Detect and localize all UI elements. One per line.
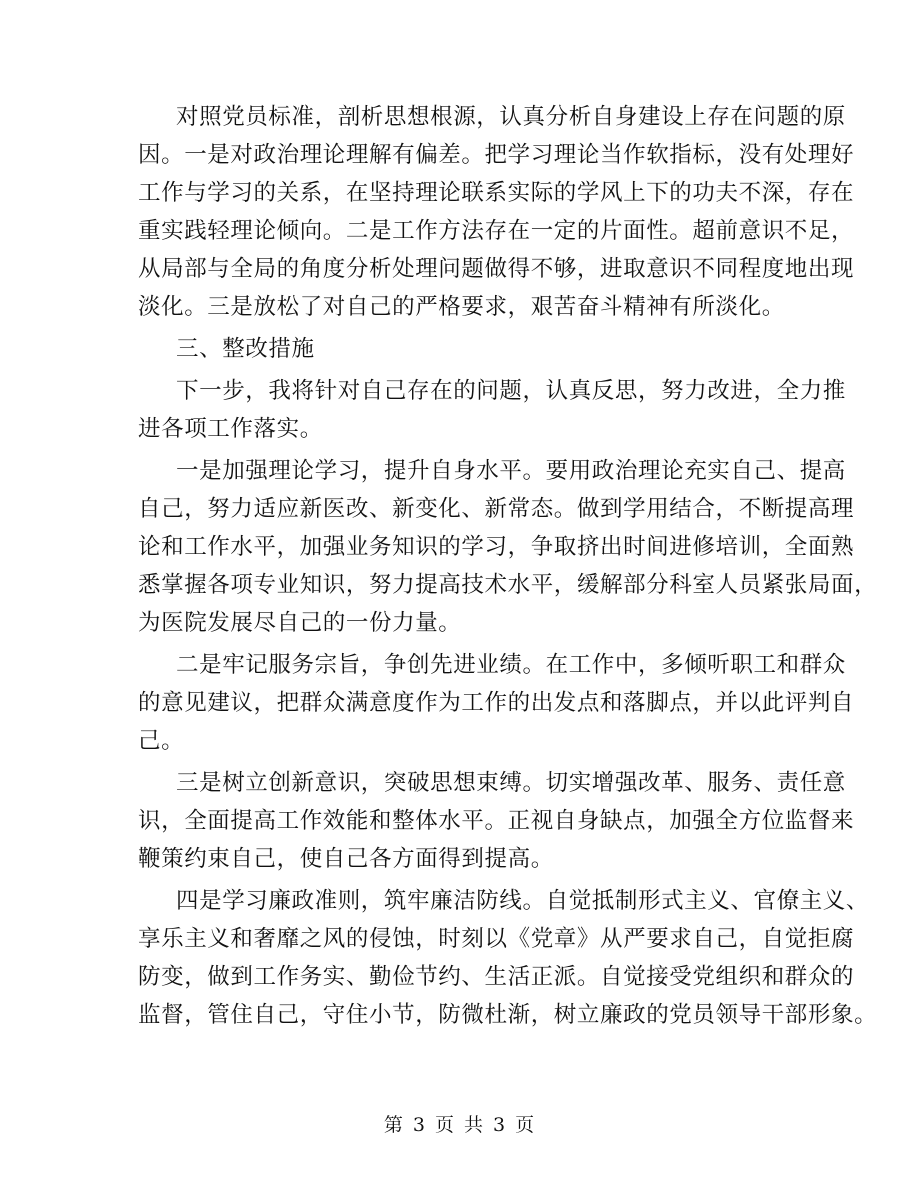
text-line: 工作与学习的关系，在坚持理论联系实际的学风上下的功夫不深，存在 [138,180,855,206]
text-line: 二是牢记服务宗旨，争创先进业绩。在工作中，多倾听职工和群众 [176,652,846,678]
text-line: 因。一是对政治理论理解有偏差。把学习理论当作软指标，没有处理好 [138,142,855,168]
text-line: 对照党员标准，剖析思想根源，认真分析自身建设上存在问题的原 [176,104,846,130]
section-heading-text: 三、整改措施 [176,336,315,362]
text-line: 一是加强理论学习，提升自身水平。要用政治理论充实自己、提高 [176,458,846,484]
text-line: 的意见建议，把群众满意度作为工作的出发点和落脚点，并以此评判自 [138,690,855,716]
text-line: 下一步，我将针对自己存在的问题，认真反思，努力改进，全力推 [176,378,846,404]
section-heading [138,330,798,368]
text-line: 论和工作水平，加强业务知识的学习，争取挤出时间进修培训，全面熟 [138,534,855,560]
text-line: 自己，努力适应新医改、新变化、新常态。做到学用结合，不断提高理 [138,496,855,522]
text-line: 悉掌握各项专业知识，努力提高技术水平，缓解部分科室人员紧张局面， [138,572,878,598]
text-line: 淡化。三是放松了对自己的严格要求，艰苦奋斗精神有所淡化。 [138,294,785,320]
text-line: 防变，做到工作务实、勤俭节约、生活正派。自觉接受党组织和群众的 [138,964,855,990]
text-line: 识，全面提高工作效能和整体水平。正视自身缺点，加强全方位监督来 [138,808,855,834]
text-line: 从局部与全局的角度分析处理问题做得不够，进取意识不同程度地出现 [138,256,855,282]
text-line: 三是树立创新意识，突破思想束缚。切实增强改革、服务、责任意 [176,770,846,796]
text-line: 重实践轻理论倾向。二是工作方法存在一定的片面性。超前意识不足， [138,218,855,244]
paragraph-measure-1 [138,452,878,642]
text-line: 进各项工作落实。 [138,416,323,442]
text-line: 鞭策约束自己，使自己各方面得到提高。 [138,846,554,872]
text-line: 己。 [138,728,185,754]
paragraph-measure-2 [138,646,855,760]
paragraph-measure-4 [138,882,878,1034]
document-body [138,98,878,1034]
text-line: 为医院发展尽自己的一份力量。 [138,610,462,636]
paragraph-measure-3 [138,764,855,878]
text-line: 四是学习廉政准则，筑牢廉洁防线。自觉抵制形式主义、官僚主义、 [176,888,870,914]
paragraph-next-step [138,372,846,448]
text-line: 享乐主义和奢靡之风的侵蚀，时刻以《党章》从严要求自己，自觉拒腐 [138,926,855,952]
page-footer: 第 3 页 共 3 页 [383,1114,537,1136]
text-line: 监督，管住自己，守住小节，防微杜渐，树立廉政的党员领导干部形象。 [138,1002,878,1028]
paragraph-analysis [138,98,855,326]
